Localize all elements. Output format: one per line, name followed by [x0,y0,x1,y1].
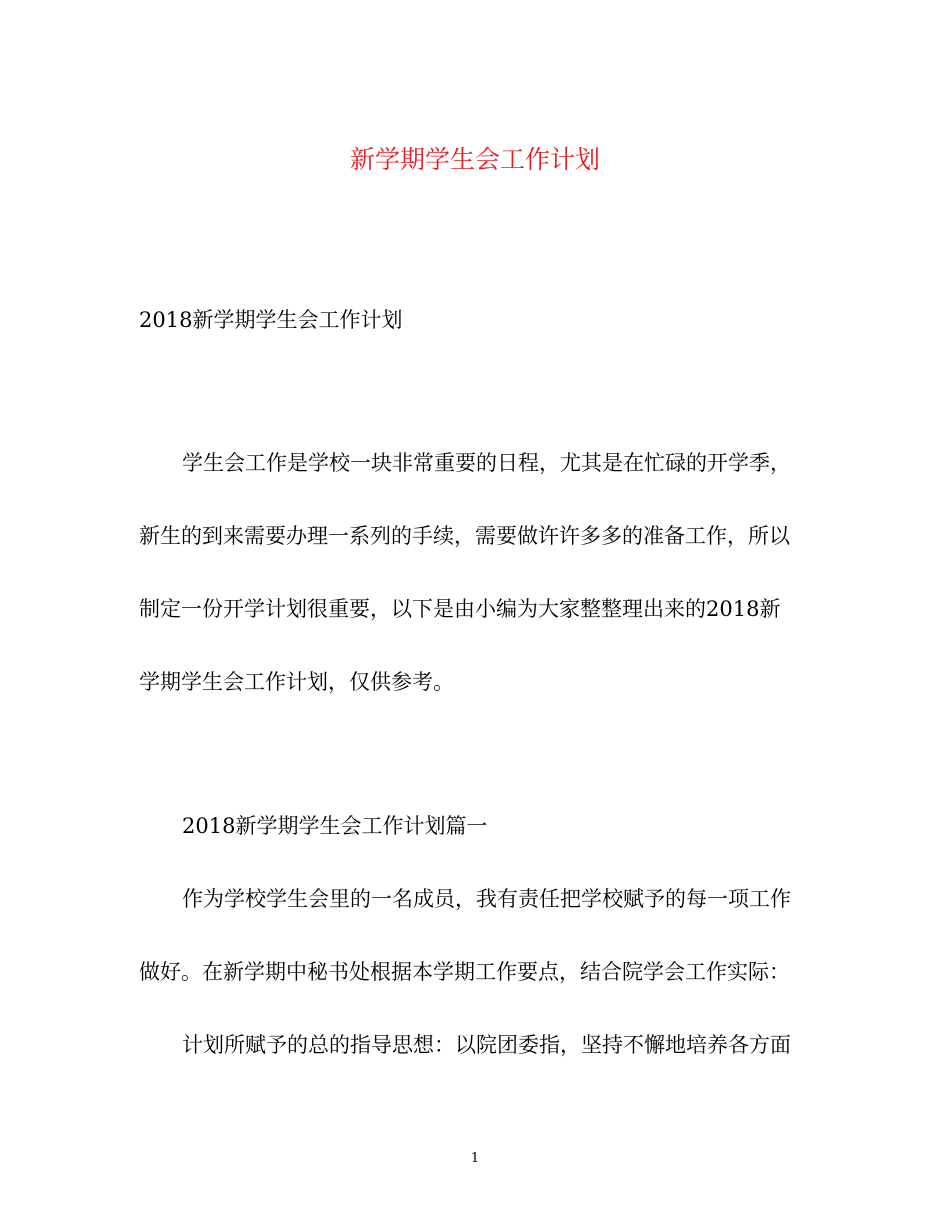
intro-line: 学生会工作是学校一块非常重要的日程，尤其是在忙碌的开学季， [182,451,791,475]
body-line: 做好。在新学期中秘书处根据本学期工作要点，结合院学会工作实际： [139,960,790,984]
document-subtitle: 2018新学期学生会工作计划 [139,308,403,332]
page-number: 1 [470,1151,480,1166]
intro-line: 新生的到来需要办理一系列的手续，需要做许许多多的准备工作，所以 [139,524,790,548]
body-line: 计划所赋予的总的指导思想：以院团委指，坚持不懈地培养各方面 [182,1033,791,1057]
intro-line: 制定一份开学计划很重要，以下是由小编为大家整整理出来的2018新 [139,597,781,621]
section-heading: 2018新学期学生会工作计划篇一 [182,814,488,838]
intro-line: 学期学生会工作计划，仅供参考。 [139,670,454,694]
document-title: 新学期学生会工作计划 [349,145,600,174]
body-line: 作为学校学生会里的一名成员，我有责任把学校赋予的每一项工作 [182,887,791,911]
